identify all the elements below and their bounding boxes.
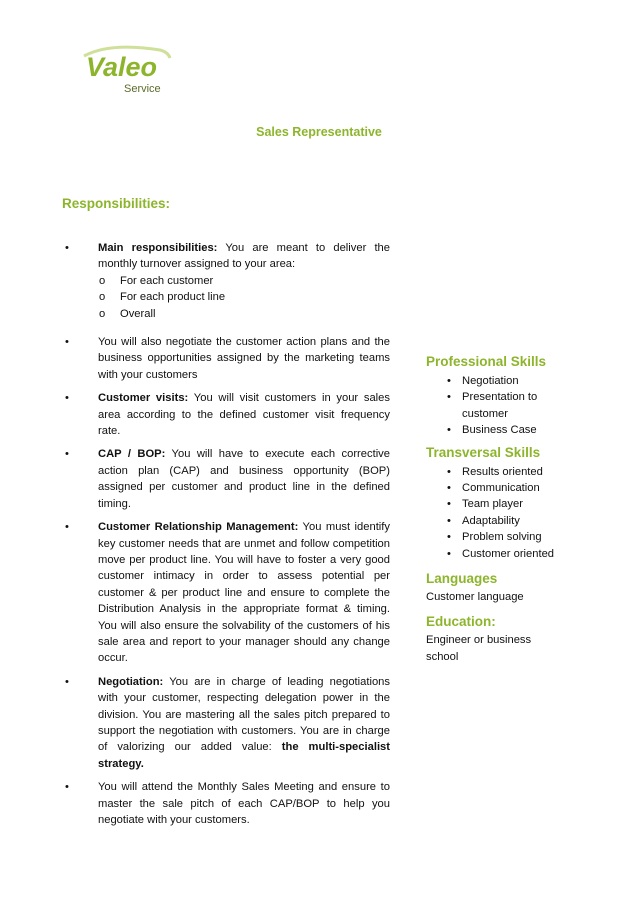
skills-sidebar — [426, 353, 596, 665]
skill-text: Customer oriented — [462, 547, 555, 560]
bullet: • — [447, 547, 451, 560]
responsibility-item — [62, 390, 390, 439]
skill-text: Problem solving — [462, 531, 542, 544]
languages-text: Customer language — [426, 591, 524, 604]
item-text: You must identify key customer needs that are unmet and follow competition move per product line. You will have to foster a very good customer intimacy in order to assess potential per customer & per product line and ensure to complete the Distribution Analysis in the appropriate format & timing. You will also ensure the solvability of the customers of his sale area and report to your manager should any change occur. — [98, 521, 390, 665]
responsibility-item — [62, 334, 390, 383]
sub-item-text: For each customer — [120, 274, 214, 287]
item-text: You will have to execute each corrective action plan (CAP) and business opportunity (BOP) assigned per customer and product line in the defined timing. — [98, 448, 391, 510]
education-heading: Education: — [426, 614, 496, 630]
job-title: Sales Representative — [256, 125, 382, 139]
skill-text: Results oriented — [462, 465, 543, 478]
bullet: • — [447, 391, 451, 404]
item-text: You are in charge of leading negotiations with your customer, respecting delegation power in the division. You are mastering all the sales pitch prepared to support the negotiation with customers. You are in charge of valorizing our added value: — [98, 675, 390, 754]
skill-text: Adaptability — [462, 514, 520, 527]
item-label: CAP / BOP: — [98, 448, 166, 461]
bullet: • — [65, 675, 69, 688]
sub-item — [98, 273, 390, 289]
bullet: • — [65, 781, 69, 794]
skill-text: Business Case — [462, 424, 537, 437]
education-text: Engineer or business school — [426, 634, 532, 663]
responsibilities-list — [62, 240, 390, 835]
skill-text: Presentation to customer — [462, 391, 538, 420]
skill-item — [426, 464, 596, 480]
bullet: • — [447, 531, 451, 544]
skill-item — [426, 389, 596, 422]
item-label: Customer visits: — [98, 392, 189, 405]
bullet: • — [447, 424, 451, 437]
responsibility-item — [62, 446, 390, 512]
responsibility-item — [62, 779, 390, 828]
bullet: • — [65, 521, 69, 534]
skill-item — [426, 496, 596, 512]
item-text: You are meant to deliver the monthly turnover assigned to your area: — [98, 242, 390, 271]
skill-text: Team player — [462, 498, 523, 511]
sub-bullet: o — [99, 307, 106, 320]
bullet: • — [447, 375, 451, 387]
skill-item — [426, 480, 596, 496]
item-text: You will also negotiate the customer action plans and the business opportunities assigned by the marketing teams with your customers — [98, 336, 390, 381]
item-label: Main responsibilities: — [98, 242, 218, 254]
valeo-service-logo — [80, 40, 175, 98]
transversal-skills-list — [426, 464, 596, 562]
item-tail-bold: the multi-specialist strategy. — [98, 741, 390, 770]
bullet: • — [447, 465, 451, 478]
sub-bullet: o — [99, 291, 106, 304]
responsibility-item — [62, 519, 390, 667]
item-text: You will visit customers in your sales area according to the defined customer visit frequency rate. — [98, 392, 390, 438]
transversal-skills-heading: Transversal Skills — [426, 444, 541, 460]
responsibilities-heading: Responsibilities: — [62, 196, 171, 211]
professional-skills-heading: Professional Skills — [426, 354, 547, 369]
sub-list — [98, 273, 390, 322]
sub-bullet: o — [99, 274, 106, 287]
skill-item — [426, 422, 596, 438]
sub-item — [98, 306, 390, 322]
sub-item-text: Overall — [120, 307, 156, 320]
skill-text: Communication — [462, 482, 540, 495]
bullet: • — [65, 392, 69, 405]
bullet: • — [447, 498, 451, 511]
responsibility-item — [62, 240, 390, 322]
bullet: • — [447, 482, 451, 495]
skill-item — [426, 529, 596, 545]
item-label: Customer Relationship Management: — [98, 521, 299, 534]
skill-item — [426, 373, 596, 389]
languages-heading: Languages — [426, 571, 498, 587]
bullet: • — [447, 514, 451, 527]
responsibility-item — [62, 674, 390, 772]
bullet: • — [65, 336, 69, 349]
skill-item — [426, 513, 596, 529]
sub-item-text: For each product line — [120, 291, 226, 304]
logo-brand-text: Valeo — [86, 52, 158, 82]
bullet: • — [65, 242, 69, 254]
logo-sub-text: Service — [124, 83, 161, 95]
professional-skills-list — [426, 373, 596, 439]
skill-text: Negotiation — [462, 375, 519, 387]
item-label: Negotiation: — [98, 675, 164, 688]
logo-graphic — [80, 40, 175, 98]
sub-item — [98, 289, 390, 305]
bullet: • — [65, 448, 69, 461]
item-text: You will attend the Monthly Sales Meeting and ensure to master the sale pitch of each CAP/BOP to help you negotiate with your customers. — [98, 781, 390, 826]
skill-item — [426, 546, 596, 562]
